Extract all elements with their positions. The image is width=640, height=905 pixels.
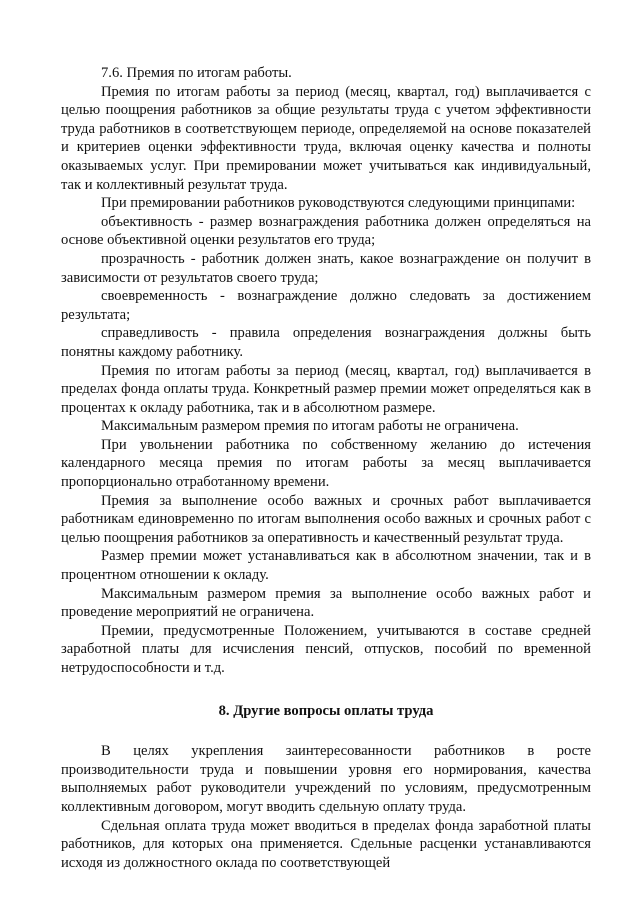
paragraph: прозрачность - работник должен знать, какое вознаграждение он получит в зависимости от результатов своего труда; — [61, 250, 591, 286]
paragraph: Премия по итогам работы за период (месяц, квартал, год) выплачивается с целью поощрения работников за общие результаты труда с учетом эффективности труда работников в соответствующем периоде, определяемой на основе показателей и критериев оценки эффективности труда, включая оценку качества и полноты оказываемых услуг. При премировании может учитываться как индивидуальный, так и коллективный результат труда. — [61, 83, 591, 193]
paragraph: Максимальным размером премия за выполнение особо важных работ и проведение мероприятий не ограничена. — [61, 585, 591, 621]
paragraph: Премия за выполнение особо важных и срочных работ выплачивается работникам единовременно по итогам выполнения особо важных и срочных работ с целью поощрения работников за оперативность и качественный результат труда. — [61, 492, 591, 546]
paragraph: Премии, предусмотренные Положением, учитываются в составе средней заработной платы для исчисления пенсий, отпусков, пособий по временной нетрудоспособности и т.д. — [61, 622, 591, 676]
document-page — [61, 64, 591, 872]
section-7-6-title: 7.6. Премия по итогам работы. — [101, 65, 292, 81]
paragraph: справедливость - правила определения вознаграждения должны быть понятны каждому работнику. — [61, 325, 591, 360]
paragraph: Сдельная оплата труда может вводиться в пределах фонда заработной платы работников, для которых она применяется. Сдельные расценки устанавливаются исходя из должностного оклада по соответствующей — [61, 817, 591, 871]
paragraph: объективность - размер вознаграждения работника должен определяться на основе объективной оценки результатов его труда; — [61, 213, 591, 249]
paragraph: В целях укрепления заинтересованности работников в росте производительности труда и повышении уровня его нормирования, качества выполняемых работ руководители учреждений по условиям, предусмотренным коллективным договором, могут вводить сдельную оплату труда. — [61, 743, 591, 815]
section-8-heading: 8. Другие вопросы оплаты труда — [218, 702, 434, 719]
paragraph: При увольнении работника по собственному желанию до истечения календарного месяца премия по итогам работы за месяц выплачивается пропорционально отработанному времени. — [61, 436, 591, 491]
paragraph: При премировании работников руководствуются следующими принципами: — [101, 195, 576, 212]
paragraph: Максимальным размером премия по итогам работы не ограничена. — [101, 418, 519, 435]
paragraph: Премия по итогам работы за период (месяц, квартал, год) выплачивается в пределах фонда оплаты труда. Конкретный размер премии может определяться как в процентах к окладу работника, так и в абсолютном размере. — [61, 362, 591, 416]
paragraph: Размер премии может устанавливаться как в абсолютном значении, так и в процентном отношении к окладу. — [61, 548, 591, 584]
paragraph: своевременность - вознаграждение должно следовать за достижением результата; — [61, 288, 591, 323]
